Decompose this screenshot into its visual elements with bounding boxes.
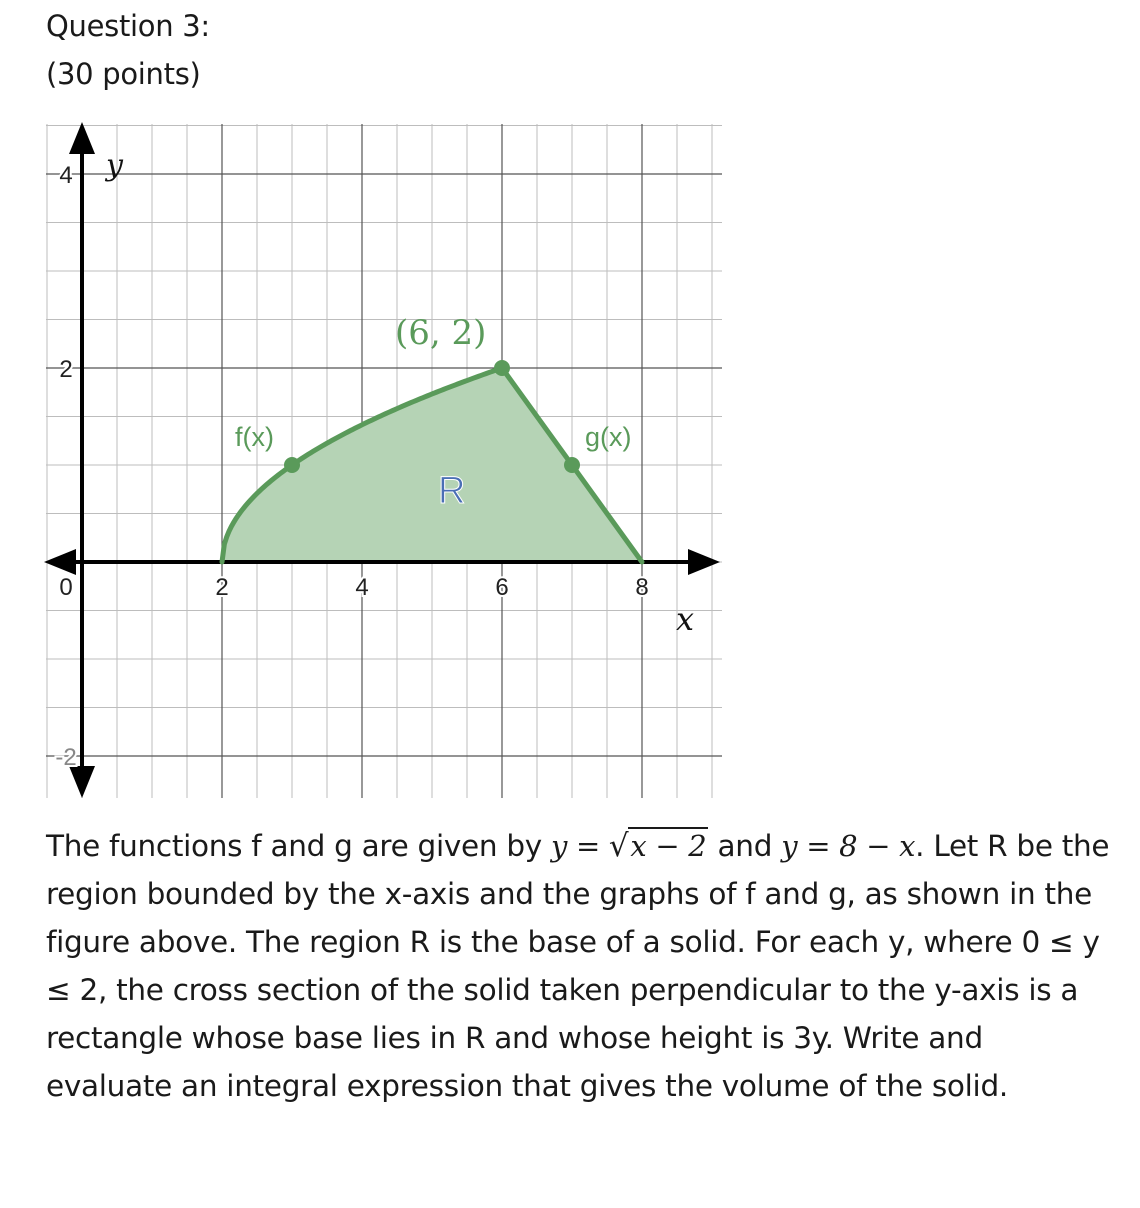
equation-f xyxy=(551,829,708,863)
vertex-label: (6, 2) xyxy=(395,313,487,353)
data-point xyxy=(284,457,300,473)
y-tick-label: 4 xyxy=(59,162,73,189)
x-tick-label: 6 xyxy=(495,574,509,601)
equation-f-radicand: x − 2 xyxy=(630,829,707,863)
problem-body: . Let R be the region bounded by the x-axis and the graphs of f and g, as shown in the figure above. The region R is the base of a solid. For each y, where 0 ≤ y ≤ 2, the cross section of the solid taken perpendicular to the y-axis is a rectangle whose base lies in R and whose height is 3y. Write and evaluate an integral expression that gives the volume of the solid. xyxy=(46,829,1110,1103)
equation-g-text: y = 8 − x xyxy=(781,829,916,863)
y-axis-arrow-up xyxy=(69,122,95,154)
y-axis-label: y xyxy=(106,148,123,183)
problem-intro: The functions f and g are given by xyxy=(46,829,542,863)
region-label: R xyxy=(438,470,466,512)
x-axis-arrow-right xyxy=(688,549,720,575)
x-tick-label: 4 xyxy=(355,574,369,601)
problem-text xyxy=(46,822,1116,1110)
data-point xyxy=(494,360,510,376)
f-label: f(x) xyxy=(235,422,274,452)
x-tick-label: 2 xyxy=(215,574,229,601)
y-tick-label: 2 xyxy=(59,356,73,383)
equation-g xyxy=(781,829,915,863)
question-title: Question 3: xyxy=(46,9,210,43)
problem-and: and xyxy=(717,829,773,863)
y-tick-label: -2 xyxy=(55,744,77,771)
sqrt-symbol: √ xyxy=(608,828,629,864)
x-axis-label: x xyxy=(676,600,695,638)
g-label: g(x) xyxy=(585,422,632,452)
y-tick-label: 0 xyxy=(59,574,73,601)
data-point xyxy=(564,457,580,473)
x-tick-label: 8 xyxy=(635,574,649,601)
x-axis-arrow-left xyxy=(44,549,76,575)
question-points: (30 points) xyxy=(46,57,201,91)
equation-f-lhs: y = xyxy=(551,829,609,863)
